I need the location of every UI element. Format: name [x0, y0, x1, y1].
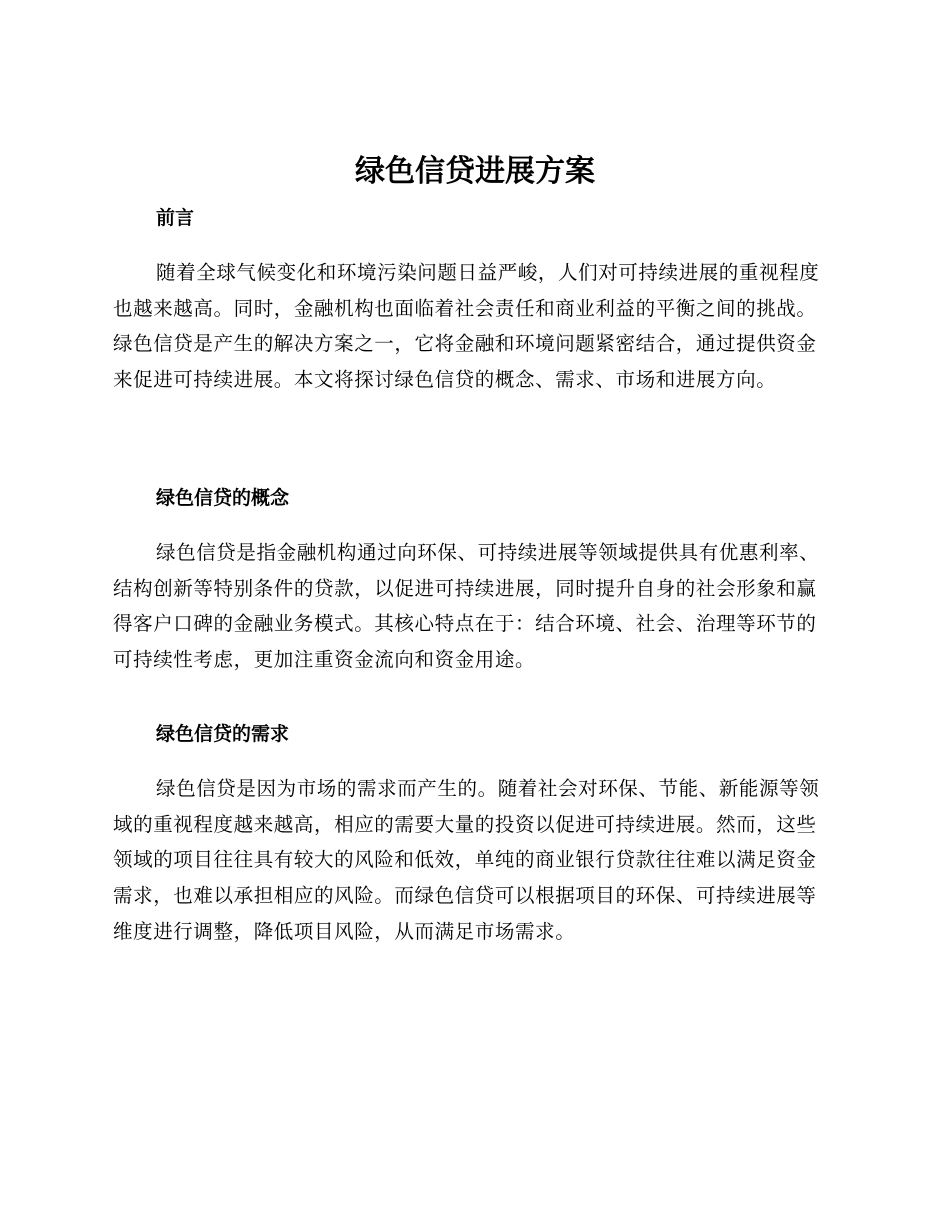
section-heading-concept: 绿色信贷的概念 — [156, 487, 290, 509]
section-heading-demand: 绿色信贷的需求 — [156, 723, 290, 745]
document-title: 绿色信贷进展方案 — [355, 154, 595, 189]
section-paragraph-concept: 绿色信贷是指金融机构通过向环保、可持续进展等领域提供具有优惠利率、结构创新等特别条件的贷款，以促进可持续进展，同时提升自身的社会形象和赢得客户口碑的金融业务模式。其核心特点在于：结合环境、社会、治理等环节的可持续性考虑，更加注重资金流向和资金用途。 — [113, 541, 820, 672]
section-paragraph-demand: 绿色信贷是因为市场的需求而产生的。随着社会对环保、节能、新能源等领域的重视程度越来越高，相应的需要大量的投资以促进可持续进展。然而，这些领域的项目往往具有较大的风险和低效，单纯的商业银行贷款往往难以满足资金需求，也难以承担相应的风险。而绿色信贷可以根据项目的环保、可持续进展等维度进行调整，降低项目风险，从而满足市场需求。 — [113, 777, 820, 943]
section-heading-preface: 前言 — [156, 207, 195, 229]
section-paragraph-preface: 随着全球气候变化和环境污染问题日益严峻，人们对可持续进展的重视程度也越来越高。同时，金融机构也面临着社会责任和商业利益的平衡之间的挑战。绿色信贷是产生的解决方案之一，它将金融和环境问题紧密结合，通过提供资金来促进可持续进展。本文将探讨绿色信贷的概念、需求、市场和进展方向。 — [113, 261, 820, 392]
